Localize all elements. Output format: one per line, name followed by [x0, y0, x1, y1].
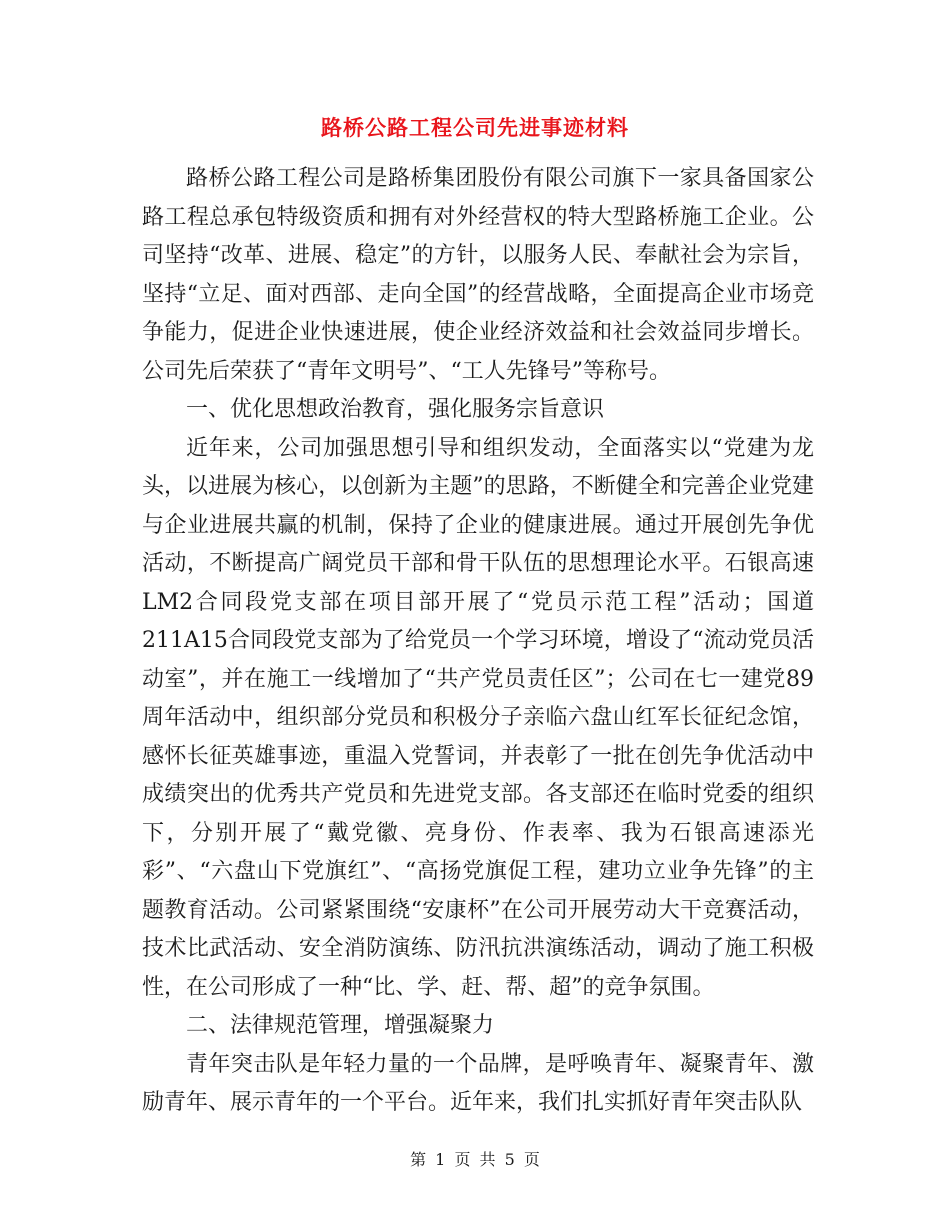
section-heading-1: 一、优化思想政治教育，强化服务宗旨意识: [186, 397, 605, 422]
section-heading-2: 二、法律规范管理，增强凝聚力: [186, 1013, 495, 1038]
paragraph-section-1: 近年来，公司加强思想引导和组织发动，全面落实以“党建为龙头，以进展为核心，以创新为主题”的思路，不断健全和完善企业党建与企业进展共赢的机制，保持了企业的健康进展。通过开展创先争优活动，不断提高广阔党员干部和骨干队伍的思想理论水平。石银高速LM2合同段党支部在项目部开展了“党员示范工程”活动；国道211A15合同段党支部为了给党员一个学习环境，增设了“流动党员活动室”，并在施工一线增加了“共产党员责任区”；公司在七一建党89周年活动中，组织部分党员和积极分子亲临六盘山红军长征纪念馆，感怀长征英雄事迹，重温入党誓词，并表彰了一批在创先争优活动中成绩突出的优秀共产党员和先进党支部。各支部还在临时党委的组织下，分别开展了“戴党徽、亮身份、作表率、我为石银高速添光彩”、“六盘山下党旗红”、“高扬党旗促工程，建功立业争先锋”的主题教育活动。公司紧紧围绕“安康杯”在公司开展劳动大干竞赛活动，技术比武活动、安全消防演练、防汛抗洪演练活动，调动了施工积极性，在公司形成了一种“比、学、赶、帮、超”的竞争氛围。: [142, 435, 814, 1000]
document-body: [142, 160, 814, 1123]
page-number-footer: 第 1 页 共 5 页: [410, 1150, 540, 1169]
paragraph-section-2: 青年突击队是年轻力量的一个品牌，是呼唤青年、凝聚青年、激励青年、展示青年的一个平台。近年来，我们扎实抓好青年突击队队: [142, 1051, 814, 1115]
paragraph-intro: 路桥公路工程公司是路桥集团股份有限公司旗下一家具备国家公路工程总承包特级资质和拥有对外经营权的特大型路桥施工企业。公司坚持“改革、进展、稳定”的方针，以服务人民、奉献社会为宗旨，坚持“立足、面对西部、走向全国”的经营战略，全面提高企业市场竞争能力，促进企业快速进展，使企业经济效益和社会效益同步增长。公司先后荣获了“青年文明号”、“工人先锋号”等称号。: [142, 166, 814, 384]
document-title: 路桥公路工程公司先进事迹材料: [321, 115, 629, 140]
